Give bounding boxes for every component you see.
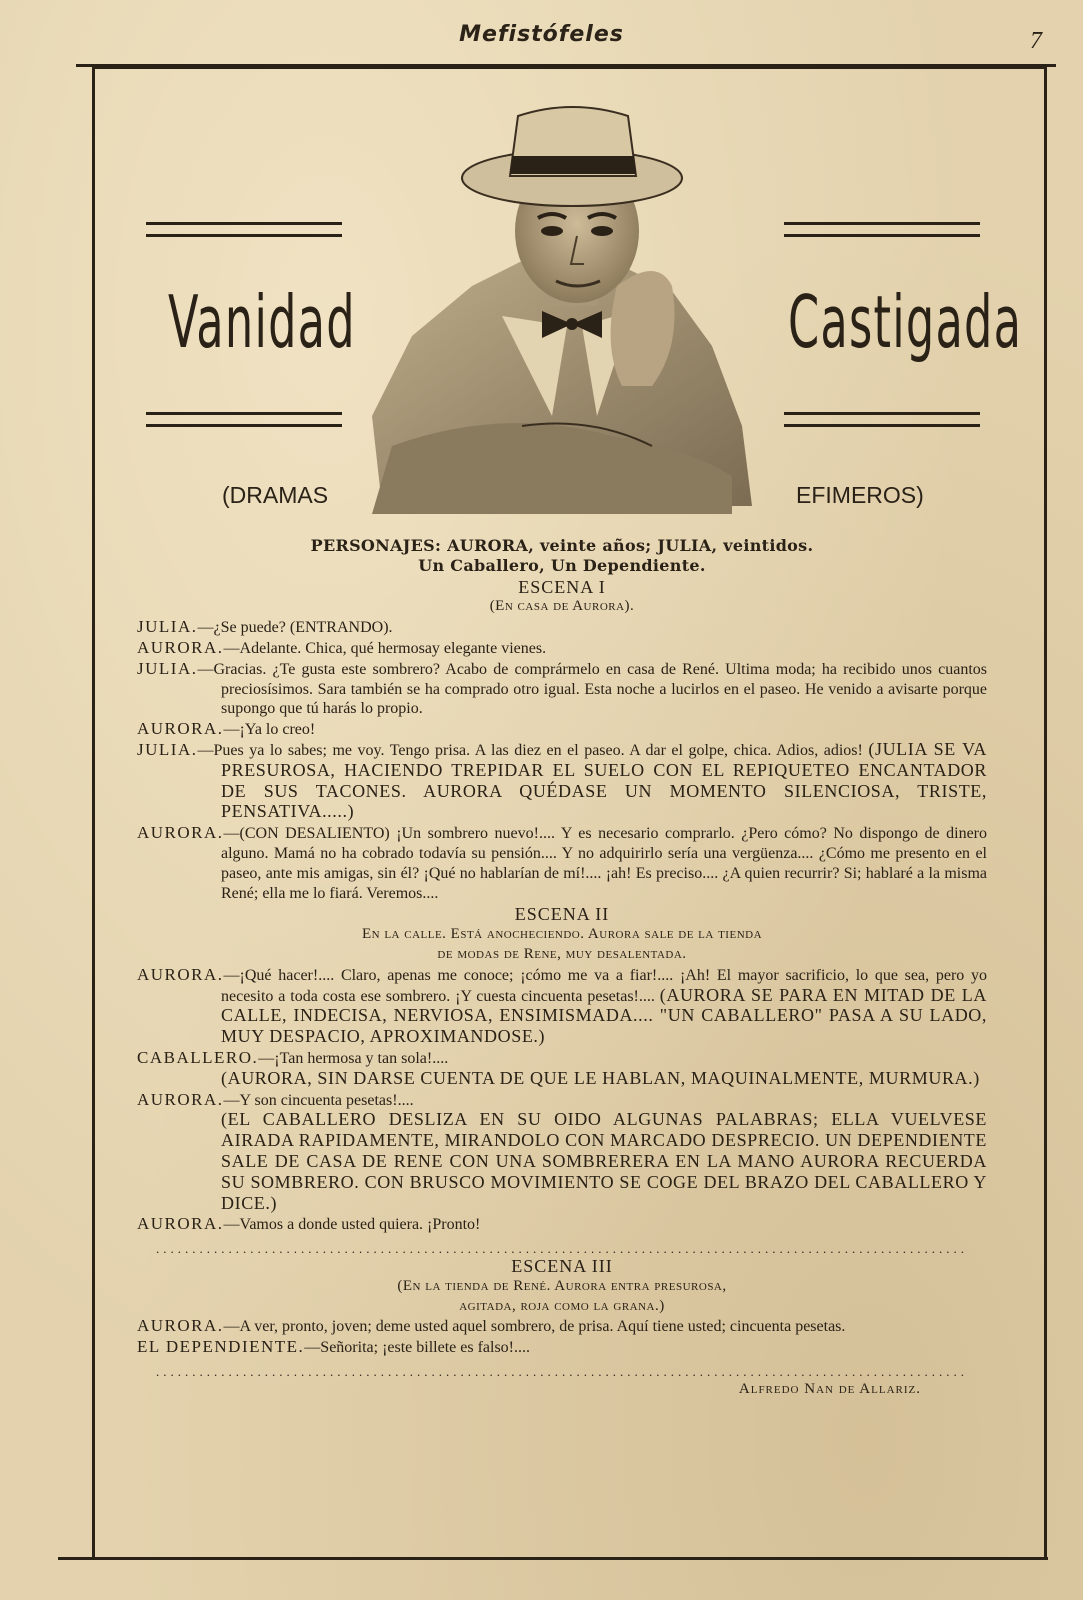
- scene-heading: ESCENA I: [518, 576, 606, 597]
- portrait-photo: [352, 86, 772, 514]
- dialogue-line: [137, 1214, 987, 1235]
- dialogue-text: —¡Ya lo creo!: [223, 721, 316, 739]
- subtitle-right: EFIMEROS): [796, 482, 924, 508]
- stage-direction: (AURORA SE PARA EN MITAD DE LA CALLE, INDECISA, NERVIOSA, ENSIMISMADA.... "UN CABALLERO" PASA A SU LADO, MUY DESPACIO, APROXIMANDOSE.): [221, 984, 987, 1047]
- dialogue-text: —Adelante. Chica, qué hermosay elegante vienes.: [223, 639, 547, 657]
- stage-direction: (AURORA, SIN DARSE CUENTA DE QUE LE HABLAN, MAQUINALMENTE, MURMURA.): [221, 1067, 980, 1088]
- dialogue-line: [137, 740, 987, 823]
- stage-direction: (JULIA SE VA PRESUROSA, HACIENDO TREPIDAR EL SUELO CON EL REPIQUETEO ENCANTADOR DE SUS TACONES. AURORA QUÉDASE UN MOMENTO SILENCIOSA, TRISTE, PENSATIVA.....): [221, 738, 987, 822]
- scene-setting: (En la tienda de René. Aurora entra presurosa,: [397, 1277, 727, 1294]
- scene-heading: ESCENA III: [511, 1256, 613, 1277]
- scene-setting: (En casa de Aurora).: [489, 598, 635, 615]
- personajes-line-2: Un Caballero, Un Dependiente.: [418, 555, 706, 575]
- subtitle-left: (DRAMAS: [222, 482, 329, 508]
- title-right-word: Castigada: [788, 280, 1023, 364]
- rule-left-bottom: [146, 412, 342, 427]
- scene-setting: En la calle. Está anocheciendo. Aurora sale de la tienda: [361, 926, 763, 943]
- speaker: AURORA.: [137, 823, 224, 843]
- page-number: 7: [1030, 28, 1042, 54]
- dialogue-text: —Pues ya lo sabes; me voy. Tengo prisa. A las diez en el paseo. A dar el golpe, chica. Adios, adios!: [197, 741, 863, 759]
- speaker: CABALLERO.: [137, 1047, 259, 1067]
- dialogue-line: [137, 617, 987, 638]
- scene-heading: ESCENA II: [514, 904, 610, 925]
- dialogue-line: [137, 1316, 987, 1337]
- dialogue-text: —A ver, pronto, joven; deme usted aquel sombrero, de prisa. Aquí tiene usted; cincuenta pesetas.: [223, 1318, 846, 1336]
- rule-right-bottom: [784, 412, 980, 427]
- dialogue-text: —¡Qué hacer!.... Claro, apenas me conoce; ¡cómo me va a fiar!.... ¡Ah! El mayor sacrificio, lo que sea, pero yo necesito a toda costa ese sombrero. ¡Y cuesta cincuenta pesetas!....: [221, 966, 987, 1005]
- speaker: AURORA.: [137, 719, 224, 739]
- dotted-separator: ................................................................................................................: [156, 1364, 968, 1379]
- dialogue-line: [137, 1337, 987, 1358]
- speaker: AURORA.: [137, 1089, 224, 1109]
- dialogue-text: —Vamos a donde usted quiera. ¡Pronto!: [223, 1216, 481, 1234]
- dialogue-text: —(CON DESALIENTO) ¡Un sombrero nuevo!.... Y es necesario comprarlo. ¿Pero cómo? No dispongo de dinero alguno. Mamá no ha cobrado todavía su pensión.... Y no adquirirlo sería una vergüenza.... ¿Cómo me presento en el paseo, ante mis amigas, sin él? ¡Qué no hablarían de mí!.... ¡ah! Es preciso.... ¿A quien recurrir? Si; hablaré a la misma René; ella me lo fiará. Veremos....: [221, 825, 987, 902]
- frame-bottom-rule: [58, 1557, 1048, 1560]
- dialogue-text: —¡Tan hermosa y tan sola!....: [258, 1049, 449, 1067]
- speaker: AURORA.: [137, 1316, 224, 1336]
- dialogue-line: [137, 823, 987, 903]
- speaker: EL DEPENDIENTE.: [137, 1337, 305, 1357]
- dotted-separator: ................................................................................................................: [156, 1241, 968, 1256]
- speaker: JULIA.: [137, 617, 198, 637]
- scene-setting: agitada, roja como la grana.): [459, 1297, 665, 1314]
- rule-right-top: [784, 222, 980, 237]
- dialogue-text: —¿Se puede? (ENTRANDO).: [197, 619, 393, 637]
- dialogue-line: [137, 1090, 987, 1215]
- speaker: JULIA.: [137, 658, 198, 678]
- dialogue-text: —Y son cincuenta pesetas!....: [223, 1091, 414, 1109]
- rule-left-top: [146, 222, 342, 237]
- stage-direction: (EL CABALLERO DESLIZA EN SU OIDO ALGUNAS PALABRAS; ELLA VUELVESE AIRADA RAPIDAMENTE, MIRANDOLO CON MARCADO DESPRECIO. UN DEPENDIENTE SALE DE CASA DE RENE CON UNA SOMBRERERA EN LA MANO AURORA RECUERDA SU SOMBRERO. CON BRUSCO MOVIMIENTO SE COGE DEL BRAZO DEL CABALLERO Y DICE.): [221, 1109, 987, 1213]
- dialogue-line: [137, 965, 987, 1048]
- speaker: AURORA.: [137, 637, 224, 657]
- author-signature: Alfredo Nan de Allariz.: [738, 1381, 921, 1398]
- masthead: Mefistófeles: [459, 22, 624, 47]
- dialogue-line: [137, 1048, 987, 1090]
- speaker: JULIA.: [137, 739, 198, 759]
- title-left-word: Vanidad: [168, 280, 356, 364]
- speaker: AURORA.: [137, 1214, 224, 1234]
- scene-setting: de modas de Rene, muy desalentada.: [437, 945, 687, 962]
- personajes-line: PERSONAJES: AURORA, veinte años; JULIA, veintidos.: [310, 536, 814, 555]
- play-text: [137, 536, 987, 1400]
- dialogue-line: [137, 638, 987, 659]
- dialogue-line: [137, 659, 987, 719]
- dialogue-line: [137, 719, 987, 740]
- dialogue-text: —Señorita; ¡este billete es falso!....: [304, 1339, 531, 1357]
- dialogue-text: —Gracias. ¿Te gusta este sombrero? Acabo de comprármelo en casa de René. Ultima moda; ha recibido unos cuantos preciosísimos. Sara también se ha comprado otro igual. Esta noche a lucirlos en el paseo. He venido a avisarte porque supongo que tú harás lo propio.: [197, 660, 987, 718]
- speaker: AURORA.: [137, 964, 224, 984]
